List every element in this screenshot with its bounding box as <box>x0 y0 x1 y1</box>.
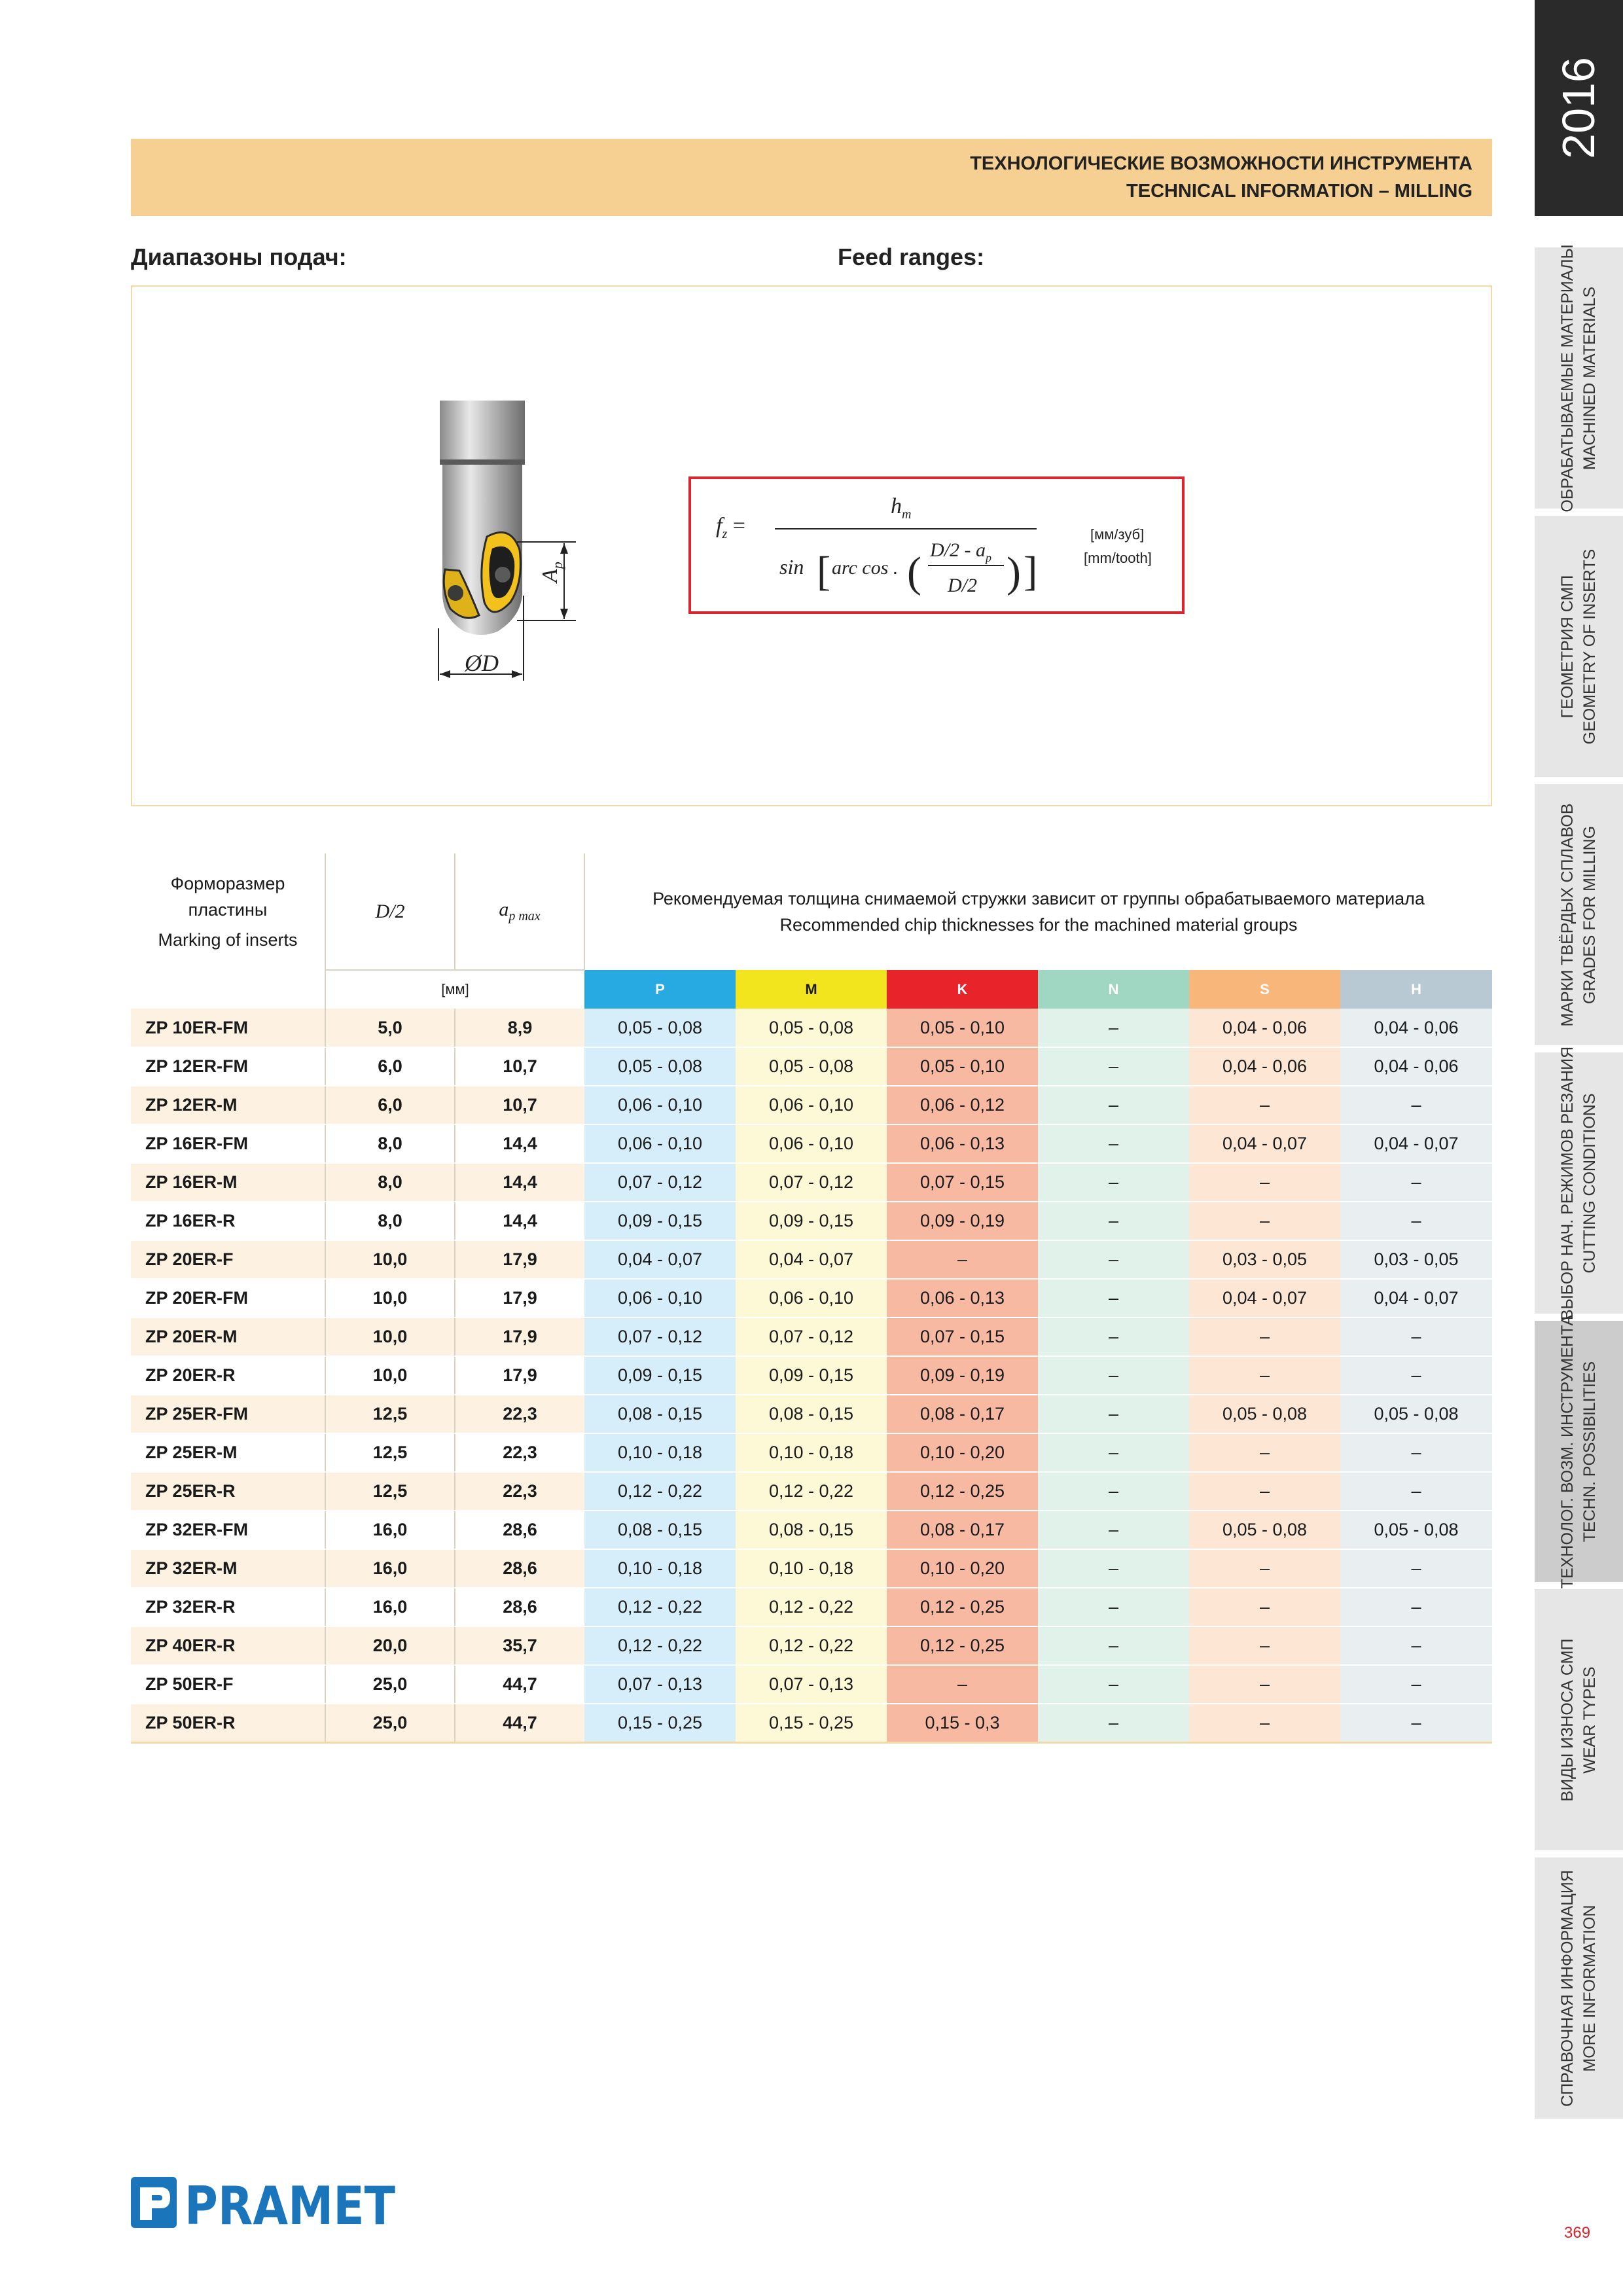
chip-M-cell: 0,04 - 0,07 <box>736 1240 887 1279</box>
chip-H-cell: – <box>1340 1086 1492 1124</box>
chip-K-cell: 0,08 - 0,17 <box>887 1395 1038 1433</box>
chip-M-cell: 0,09 - 0,15 <box>736 1202 887 1240</box>
chip-S-cell: – <box>1189 1588 1340 1626</box>
insert-marking-cell: ZP 10ER-FM <box>131 1009 325 1047</box>
chip-H-cell: – <box>1340 1472 1492 1511</box>
chip-S-cell: 0,03 - 0,05 <box>1189 1240 1340 1279</box>
chip-S-cell: – <box>1189 1433 1340 1472</box>
table-row <box>131 1279 1492 1318</box>
table-row <box>131 1202 1492 1240</box>
chip-N-cell: – <box>1038 1279 1189 1318</box>
chip-M-cell: 0,07 - 0,12 <box>736 1163 887 1202</box>
table-row <box>131 1124 1492 1163</box>
chip-K-cell: 0,08 - 0,17 <box>887 1511 1038 1549</box>
chip-M-cell: 0,10 - 0,18 <box>736 1549 887 1588</box>
chip-S-cell: – <box>1189 1549 1340 1588</box>
chip-K-cell: 0,12 - 0,25 <box>887 1472 1038 1511</box>
chip-N-cell: – <box>1038 1588 1189 1626</box>
chip-N-cell: – <box>1038 1202 1189 1240</box>
header-title-ru: ТЕХНОЛОГИЧЕСКИЕ ВОЗМОЖНОСТИ ИНСТРУМЕНТА <box>970 153 1472 174</box>
d2-cell: 10,0 <box>325 1240 455 1279</box>
chip-H-cell: 0,04 - 0,07 <box>1340 1279 1492 1318</box>
ap-max-cell: 22,3 <box>455 1433 584 1472</box>
chip-N-cell: – <box>1038 1086 1189 1124</box>
svg-text:(: ( <box>907 548 921 596</box>
d2-cell: 12,5 <box>325 1433 455 1472</box>
ap-max-cell: 22,3 <box>455 1395 584 1433</box>
chip-P-cell: 0,10 - 0,18 <box>584 1433 736 1472</box>
formula-inner-denominator: D/2 <box>948 575 977 596</box>
chip-P-cell: 0,05 - 0,08 <box>584 1047 736 1086</box>
ap-max-cell: 44,7 <box>455 1665 584 1704</box>
header-d2: D/2 <box>325 853 455 970</box>
sidebar-tab-label <box>1556 244 1601 512</box>
chip-N-cell: – <box>1038 1009 1189 1047</box>
chip-N-cell: – <box>1038 1356 1189 1395</box>
header-unit-blank <box>131 970 325 1009</box>
chip-N-cell: – <box>1038 1511 1189 1549</box>
sidebar-tab-label <box>1556 803 1601 1026</box>
chip-M-cell: 0,07 - 0,12 <box>736 1318 887 1356</box>
page-number: 369 <box>1564 2224 1591 2242</box>
chip-P-cell: 0,08 - 0,15 <box>584 1395 736 1433</box>
ap-max-cell: 28,6 <box>455 1549 584 1588</box>
chip-H-cell: – <box>1340 1318 1492 1356</box>
chip-K-cell: 0,10 - 0,20 <box>887 1433 1038 1472</box>
table-row <box>131 1511 1492 1549</box>
formula-box <box>688 476 1185 614</box>
chip-M-cell: 0,12 - 0,22 <box>736 1588 887 1626</box>
insert-marking-cell: ZP 12ER-M <box>131 1086 325 1124</box>
chip-M-cell: 0,07 - 0,13 <box>736 1665 887 1704</box>
insert-marking-cell: ZP 16ER-M <box>131 1163 325 1202</box>
group-N: N <box>1038 970 1189 1009</box>
formula-unit-en: [mm/tooth] <box>1084 550 1152 566</box>
sidebar-tab-1[interactable] <box>1535 244 1623 512</box>
sidebar-tab-label-ru: МАРКИ ТВЁРДЫХ СПЛАВОВ <box>1558 803 1577 1027</box>
insert-marking-cell: ZP 20ER-FM <box>131 1279 325 1318</box>
chip-P-cell: 0,09 - 0,15 <box>584 1202 736 1240</box>
ap-max-cell: 14,4 <box>455 1124 584 1163</box>
insert-marking-cell: ZP 50ER-R <box>131 1704 325 1742</box>
chip-M-cell: 0,08 - 0,15 <box>736 1395 887 1433</box>
table-row <box>131 1240 1492 1279</box>
header-band <box>131 139 1492 216</box>
chip-P-cell: 0,12 - 0,22 <box>584 1626 736 1665</box>
table-row <box>131 1704 1492 1742</box>
d2-cell: 20,0 <box>325 1626 455 1665</box>
chip-P-cell: 0,07 - 0,12 <box>584 1318 736 1356</box>
header-recommendation: Рекомендуемая толщина снимаемой стружки зависит от группы обрабатываемого материала Recommended chip thicknesses for the machined material groups <box>584 853 1492 970</box>
chip-M-cell: 0,05 - 0,08 <box>736 1009 887 1047</box>
chip-K-cell: 0,05 - 0,10 <box>887 1047 1038 1086</box>
sidebar-tab-label-en: MORE INFORMATION <box>1580 1905 1599 2072</box>
year-tab <box>1535 0 1623 216</box>
table-body <box>131 1009 1492 1742</box>
chip-P-cell: 0,07 - 0,12 <box>584 1163 736 1202</box>
ap-max-cell: 44,7 <box>455 1704 584 1742</box>
d2-cell: 16,0 <box>325 1511 455 1549</box>
year-label: 2016 <box>1553 57 1604 159</box>
chip-M-cell: 0,12 - 0,22 <box>736 1626 887 1665</box>
header-unit: [мм] <box>325 970 584 1009</box>
chip-S-cell: – <box>1189 1086 1340 1124</box>
chip-H-cell: 0,04 - 0,06 <box>1340 1009 1492 1047</box>
table-row <box>131 1318 1492 1356</box>
insert-marking-cell: ZP 20ER-F <box>131 1240 325 1279</box>
sidebar-tab-label-en: GEOMETRY OF INSERTS <box>1580 548 1599 745</box>
table-row <box>131 1086 1492 1124</box>
header-ap: $a_{p max}$ <box>455 853 584 970</box>
subtitle-en: Feed ranges: <box>838 243 985 270</box>
chip-H-cell: – <box>1340 1549 1492 1588</box>
d2-cell: 12,5 <box>325 1395 455 1433</box>
sidebar-tab-label-ru: ВИДЫ ИЗНОСА СМП <box>1558 1638 1577 1802</box>
chip-S-cell: – <box>1189 1665 1340 1704</box>
chip-S-cell: 0,04 - 0,06 <box>1189 1009 1340 1047</box>
insert-marking-cell: ZP 32ER-M <box>131 1549 325 1588</box>
sidebar-tab-label-ru: ВЫБОР НАЧ. РЕЖИМОВ РЕЗАНИЯ <box>1558 1046 1577 1321</box>
sidebar-tab-label <box>1556 1047 1601 1320</box>
ap-max-cell: 17,9 <box>455 1279 584 1318</box>
chip-H-cell: – <box>1340 1626 1492 1665</box>
sidebar-tab-3[interactable] <box>1535 784 1623 1049</box>
table-row <box>131 1395 1492 1433</box>
formula-inner-numerator: $D/2 - a_p$ <box>930 539 991 564</box>
svg-text:PRAMET: PRAMET <box>185 2176 396 2236</box>
ap-max-cell: 14,4 <box>455 1163 584 1202</box>
svg-text:): ) <box>1007 548 1021 596</box>
chip-P-cell: 0,12 - 0,22 <box>584 1588 736 1626</box>
sidebar-tab-label-en: CUTTING CONDITIONS <box>1580 1093 1599 1274</box>
d2-cell: 25,0 <box>325 1665 455 1704</box>
ap-max-cell: 17,9 <box>455 1356 584 1395</box>
chip-S-cell: 0,04 - 0,06 <box>1189 1047 1340 1086</box>
sidebar-tab-6[interactable] <box>1535 1589 1623 1854</box>
chip-S-cell: – <box>1189 1626 1340 1665</box>
d2-cell: 8,0 <box>325 1124 455 1163</box>
chip-K-cell: 0,15 - 0,3 <box>887 1704 1038 1742</box>
table-row <box>131 1009 1492 1047</box>
chip-K-cell: – <box>887 1665 1038 1704</box>
ap-max-cell: 17,9 <box>455 1318 584 1356</box>
table-row <box>131 1356 1492 1395</box>
insert-marking-cell: ZP 32ER-FM <box>131 1511 325 1549</box>
chip-K-cell: – <box>887 1240 1038 1279</box>
chip-H-cell: 0,03 - 0,05 <box>1340 1240 1492 1279</box>
sidebar-tab-label-en: MACHINED MATERIALS <box>1580 286 1599 471</box>
chip-N-cell: – <box>1038 1047 1189 1086</box>
chip-S-cell: – <box>1189 1318 1340 1356</box>
chip-M-cell: 0,06 - 0,10 <box>736 1124 887 1163</box>
chip-S-cell: – <box>1189 1202 1340 1240</box>
sidebar-tab-label-ru: ТЕХНОЛОГ. ВОЗМ. ИНСТРУМЕНТА <box>1558 1314 1577 1589</box>
chip-N-cell: – <box>1038 1318 1189 1356</box>
insert-marking-cell: ZP 25ER-M <box>131 1433 325 1472</box>
chip-S-cell: – <box>1189 1472 1340 1511</box>
dim-d-label: ØD <box>465 650 499 676</box>
chip-S-cell: 0,05 - 0,08 <box>1189 1395 1340 1433</box>
insert-marking-cell: ZP 20ER-M <box>131 1318 325 1356</box>
chip-N-cell: – <box>1038 1665 1189 1704</box>
table-row <box>131 1433 1492 1472</box>
table-row <box>131 1163 1492 1202</box>
chip-P-cell: 0,06 - 0,10 <box>584 1086 736 1124</box>
chip-M-cell: 0,15 - 0,25 <box>736 1704 887 1742</box>
d2-cell: 10,0 <box>325 1279 455 1318</box>
table-row <box>131 1588 1492 1626</box>
table-row <box>131 1047 1492 1086</box>
ap-max-cell: 10,7 <box>455 1086 584 1124</box>
chip-N-cell: – <box>1038 1549 1189 1588</box>
chip-P-cell: 0,10 - 0,18 <box>584 1549 736 1588</box>
chip-P-cell: 0,09 - 0,15 <box>584 1356 736 1395</box>
ap-max-cell: 8,9 <box>455 1009 584 1047</box>
svg-text:[: [ <box>817 548 831 594</box>
table-row <box>131 1549 1492 1588</box>
d2-cell: 12,5 <box>325 1472 455 1511</box>
group-M: M <box>736 970 887 1009</box>
chip-N-cell: – <box>1038 1626 1189 1665</box>
chip-H-cell: – <box>1340 1202 1492 1240</box>
d2-cell: 8,0 <box>325 1202 455 1240</box>
insert-marking-cell: ZP 40ER-R <box>131 1626 325 1665</box>
chip-M-cell: 0,08 - 0,15 <box>736 1511 887 1549</box>
chip-H-cell: – <box>1340 1588 1492 1626</box>
chip-K-cell: 0,12 - 0,25 <box>887 1588 1038 1626</box>
d2-cell: 5,0 <box>325 1009 455 1047</box>
chip-K-cell: 0,05 - 0,10 <box>887 1009 1038 1047</box>
chip-K-cell: 0,09 - 0,19 <box>887 1356 1038 1395</box>
sidebar-tab-label <box>1556 549 1601 745</box>
insert-marking-cell: ZP 25ER-R <box>131 1472 325 1511</box>
chip-K-cell: 0,06 - 0,12 <box>887 1086 1038 1124</box>
sidebar-tab-label <box>1556 1639 1601 1802</box>
chip-P-cell: 0,12 - 0,22 <box>584 1472 736 1511</box>
chip-K-cell: 0,07 - 0,15 <box>887 1318 1038 1356</box>
chip-H-cell: 0,04 - 0,06 <box>1340 1047 1492 1086</box>
chip-S-cell: 0,05 - 0,08 <box>1189 1511 1340 1549</box>
chip-H-cell: – <box>1340 1665 1492 1704</box>
chip-K-cell: 0,10 - 0,20 <box>887 1549 1038 1588</box>
chip-P-cell: 0,08 - 0,15 <box>584 1511 736 1549</box>
chip-S-cell: – <box>1189 1704 1340 1742</box>
ap-max-cell: 14,4 <box>455 1202 584 1240</box>
group-S: S <box>1189 970 1340 1009</box>
sidebar-tab-label-en: TECHN. POSSIBILITIES <box>1580 1361 1599 1543</box>
sidebar-tab-label-en: WEAR TYPES <box>1580 1666 1599 1774</box>
chip-H-cell: – <box>1340 1704 1492 1742</box>
group-P: P <box>584 970 736 1009</box>
formula-arccos: arc cos . <box>832 557 899 579</box>
milling-cutter-illustration <box>419 393 602 694</box>
chip-H-cell: 0,05 - 0,08 <box>1340 1511 1492 1549</box>
chip-P-cell: 0,06 - 0,10 <box>584 1124 736 1163</box>
sidebar-tab-7[interactable] <box>1535 1857 1623 2123</box>
chip-K-cell: 0,07 - 0,15 <box>887 1163 1038 1202</box>
chip-P-cell: 0,04 - 0,07 <box>584 1240 736 1279</box>
sidebar-tab-label-en: GRADES FOR MILLING <box>1580 825 1599 1005</box>
table-row <box>131 1472 1492 1511</box>
d2-cell: 25,0 <box>325 1704 455 1742</box>
ap-max-cell: 28,6 <box>455 1588 584 1626</box>
chip-H-cell: – <box>1340 1163 1492 1202</box>
chip-N-cell: – <box>1038 1163 1189 1202</box>
chip-M-cell: 0,09 - 0,15 <box>736 1356 887 1395</box>
d2-cell: 8,0 <box>325 1163 455 1202</box>
group-H: H <box>1340 970 1492 1009</box>
sidebar-tab-4[interactable] <box>1535 1046 1623 1321</box>
chip-N-cell: – <box>1038 1472 1189 1511</box>
feed-table <box>131 853 1492 1744</box>
d2-cell: 16,0 <box>325 1588 455 1626</box>
feed-formula <box>691 479 1182 611</box>
chip-P-cell: 0,05 - 0,08 <box>584 1009 736 1047</box>
sidebar-tab-label <box>1556 1315 1601 1588</box>
ap-max-cell: 22,3 <box>455 1472 584 1511</box>
insert-marking-cell: ZP 50ER-F <box>131 1665 325 1704</box>
chip-M-cell: 0,06 - 0,10 <box>736 1086 887 1124</box>
d2-cell: 6,0 <box>325 1086 455 1124</box>
chip-M-cell: 0,05 - 0,08 <box>736 1047 887 1086</box>
sidebar-tab-label <box>1556 1870 1601 2107</box>
svg-text:]: ] <box>1024 548 1038 594</box>
sidebar-tab-2[interactable] <box>1535 516 1623 781</box>
insert-marking-cell: ZP 12ER-FM <box>131 1047 325 1086</box>
ap-max-cell: 17,9 <box>455 1240 584 1279</box>
pramet-logo[interactable] <box>131 2173 399 2236</box>
dim-ap-label: $A_p$ <box>538 562 565 583</box>
sidebar-tab-5[interactable] <box>1535 1314 1623 1589</box>
header-title-en: TECHNICAL INFORMATION – MILLING <box>1126 181 1472 202</box>
chip-M-cell: 0,10 - 0,18 <box>736 1433 887 1472</box>
chip-K-cell: 0,06 - 0,13 <box>887 1124 1038 1163</box>
chip-N-cell: – <box>1038 1704 1189 1742</box>
sidebar-tab-label-ru: ОБРАБАТЫВАЕМЫЕ МАТЕРИАЛЫ <box>1558 244 1577 512</box>
chip-S-cell: 0,04 - 0,07 <box>1189 1279 1340 1318</box>
chip-P-cell: 0,15 - 0,25 <box>584 1704 736 1742</box>
chip-M-cell: 0,06 - 0,10 <box>736 1279 887 1318</box>
insert-marking-cell: ZP 32ER-R <box>131 1588 325 1626</box>
formula-unit-ru: [мм/зуб] <box>1090 526 1145 543</box>
insert-marking-cell: ZP 25ER-FM <box>131 1395 325 1433</box>
chip-K-cell: 0,12 - 0,25 <box>887 1626 1038 1665</box>
table-row <box>131 1665 1492 1704</box>
chip-P-cell: 0,07 - 0,13 <box>584 1665 736 1704</box>
d2-cell: 10,0 <box>325 1318 455 1356</box>
header-marking: Форморазмер пластины Marking of inserts <box>158 874 298 950</box>
table-row <box>131 1626 1492 1665</box>
subtitle-ru: Диапазоны подач: <box>131 243 347 270</box>
chip-N-cell: – <box>1038 1433 1189 1472</box>
sidebar-tab-label-ru: ГЕОМЕТРИЯ СМП <box>1558 575 1577 719</box>
chip-K-cell: 0,09 - 0,19 <box>887 1202 1038 1240</box>
chip-K-cell: 0,06 - 0,13 <box>887 1279 1038 1318</box>
chip-N-cell: – <box>1038 1240 1189 1279</box>
ap-max-cell: 35,7 <box>455 1626 584 1665</box>
chip-S-cell: – <box>1189 1163 1340 1202</box>
formula-numerator: $h_m$ <box>891 494 912 522</box>
ap-max-cell: 10,7 <box>455 1047 584 1086</box>
chip-H-cell: 0,04 - 0,07 <box>1340 1124 1492 1163</box>
chip-H-cell: – <box>1340 1356 1492 1395</box>
chip-S-cell: 0,04 - 0,07 <box>1189 1124 1340 1163</box>
insert-marking-cell: ZP 16ER-FM <box>131 1124 325 1163</box>
d2-cell: 10,0 <box>325 1356 455 1395</box>
chip-S-cell: – <box>1189 1356 1340 1395</box>
insert-marking-cell: ZP 20ER-R <box>131 1356 325 1395</box>
d2-cell: 6,0 <box>325 1047 455 1086</box>
formula-sin: sin <box>779 555 804 579</box>
formula-lhs: $f_z$ = <box>716 514 745 541</box>
chip-H-cell: – <box>1340 1433 1492 1472</box>
chip-N-cell: – <box>1038 1124 1189 1163</box>
group-K: K <box>887 970 1038 1009</box>
chip-P-cell: 0,06 - 0,10 <box>584 1279 736 1318</box>
d2-cell: 16,0 <box>325 1549 455 1588</box>
ap-max-cell: 28,6 <box>455 1511 584 1549</box>
insert-marking-cell: ZP 16ER-R <box>131 1202 325 1240</box>
chip-H-cell: 0,05 - 0,08 <box>1340 1395 1492 1433</box>
chip-M-cell: 0,12 - 0,22 <box>736 1472 887 1511</box>
sidebar-tab-label-ru: СПРАВОЧНАЯ ИНФОРМАЦИЯ <box>1558 1870 1577 2107</box>
chip-N-cell: – <box>1038 1395 1189 1433</box>
